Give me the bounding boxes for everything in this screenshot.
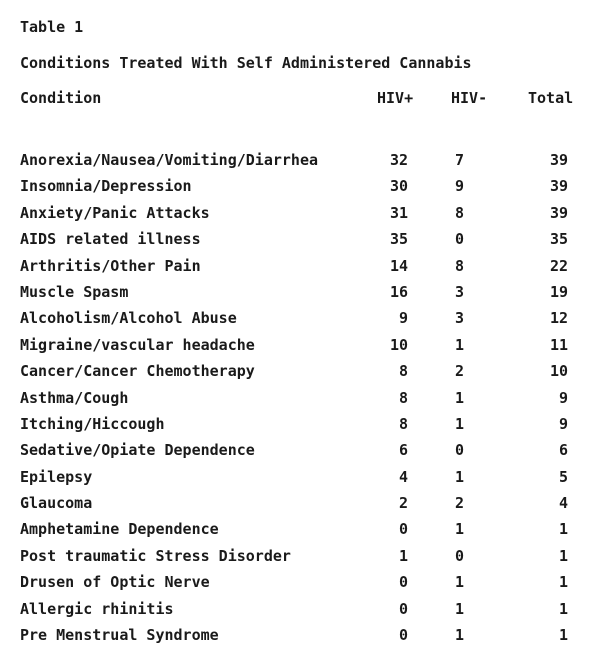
hiv-negative-cell: 1 <box>454 520 464 539</box>
total-cell: 1 <box>558 573 568 592</box>
hiv-positive-cell: 16 <box>389 282 408 301</box>
hiv-positive-cell: 0 <box>398 573 408 592</box>
total-cell: 11 <box>549 335 568 354</box>
table-row <box>0 626 600 652</box>
condition-cell: Drusen of Optic Nerve <box>20 573 210 592</box>
condition-cell: Pre Menstrual Syndrome <box>20 626 219 645</box>
condition-cell: Alcoholism/Alcohol Abuse <box>20 309 237 328</box>
table-row <box>0 441 600 467</box>
hiv-positive-cell: 1 <box>398 546 408 565</box>
table-row <box>0 336 600 362</box>
hiv-positive-cell: 0 <box>398 520 408 539</box>
total-cell: 6 <box>558 441 568 460</box>
hiv-negative-cell: 8 <box>454 256 464 275</box>
total-cell: 12 <box>549 309 568 328</box>
total-cell: 39 <box>549 151 568 169</box>
hiv-negative-cell: 1 <box>454 573 464 592</box>
total-cell: 1 <box>558 546 568 565</box>
hiv-negative-cell: 2 <box>454 494 464 513</box>
hiv-negative-cell: 0 <box>454 230 464 249</box>
header-total: Total <box>528 89 574 107</box>
hiv-positive-cell: 8 <box>398 388 408 407</box>
hiv-positive-cell: 35 <box>389 230 408 249</box>
condition-cell: Muscle Spasm <box>20 282 129 301</box>
total-cell: 10 <box>549 362 568 381</box>
table-row <box>0 362 600 388</box>
hiv-negative-cell: 8 <box>454 203 464 222</box>
table-row <box>0 494 600 520</box>
total-cell: 5 <box>558 467 568 486</box>
hiv-positive-cell: 31 <box>389 203 408 222</box>
total-cell: 1 <box>558 520 568 539</box>
hiv-negative-cell: 1 <box>454 388 464 407</box>
hiv-positive-cell: 14 <box>389 256 408 275</box>
header-hiv-negative: HIV- <box>451 89 488 107</box>
table-body <box>0 151 600 652</box>
table-title: Conditions Treated With Self Administered Cannabis <box>20 54 472 72</box>
condition-cell: Anxiety/Panic Attacks <box>20 203 210 222</box>
condition-cell: Epilepsy <box>20 467 93 486</box>
total-cell: 39 <box>549 177 568 196</box>
table-label: Table 1 <box>20 18 84 36</box>
total-cell: 9 <box>558 414 568 433</box>
total-cell: 19 <box>549 282 568 301</box>
total-cell: 39 <box>549 203 568 222</box>
table-row <box>0 415 600 441</box>
condition-cell: Amphetamine Dependence <box>20 520 219 539</box>
table-row <box>0 468 600 494</box>
hiv-negative-cell: 3 <box>454 282 464 301</box>
table-row <box>0 257 600 283</box>
table-row <box>0 204 600 230</box>
hiv-positive-cell: 10 <box>389 335 408 354</box>
table-row <box>0 600 600 626</box>
table-row <box>0 151 600 177</box>
hiv-positive-cell: 0 <box>398 626 408 645</box>
hiv-positive-cell: 9 <box>398 309 408 328</box>
hiv-negative-cell: 1 <box>454 467 464 486</box>
header-condition: Condition <box>20 89 102 107</box>
table-row <box>0 547 600 573</box>
hiv-negative-cell: 1 <box>454 414 464 433</box>
total-cell: 35 <box>549 230 568 249</box>
condition-cell: Post traumatic Stress Disorder <box>20 546 291 565</box>
table-row <box>0 573 600 599</box>
header-hiv-positive: HIV+ <box>377 89 414 107</box>
hiv-positive-cell: 30 <box>389 177 408 196</box>
table-row <box>0 230 600 256</box>
hiv-positive-cell: 8 <box>398 362 408 381</box>
condition-cell: Arthritis/Other Pain <box>20 256 201 275</box>
hiv-negative-cell: 1 <box>454 599 464 618</box>
condition-cell: Asthma/Cough <box>20 388 129 407</box>
hiv-negative-cell: 0 <box>454 441 464 460</box>
hiv-positive-cell: 0 <box>398 599 408 618</box>
table-row <box>0 309 600 335</box>
table-row <box>0 389 600 415</box>
hiv-positive-cell: 4 <box>398 467 408 486</box>
hiv-positive-cell: 32 <box>389 151 408 169</box>
hiv-positive-cell: 6 <box>398 441 408 460</box>
condition-cell: Cancer/Cancer Chemotherapy <box>20 362 255 381</box>
condition-cell: Anorexia/Nausea/Vomiting/Diarrhea <box>20 151 319 169</box>
hiv-negative-cell: 7 <box>454 151 464 169</box>
hiv-negative-cell: 3 <box>454 309 464 328</box>
total-cell: 22 <box>549 256 568 275</box>
condition-cell: Migraine/vascular headache <box>20 335 255 354</box>
table-row <box>0 177 600 203</box>
condition-cell: Insomnia/Depression <box>20 177 192 196</box>
total-cell: 4 <box>558 494 568 513</box>
hiv-negative-cell: 0 <box>454 546 464 565</box>
hiv-negative-cell: 1 <box>454 626 464 645</box>
condition-cell: Allergic rhinitis <box>20 599 174 618</box>
hiv-positive-cell: 2 <box>398 494 408 513</box>
total-cell: 1 <box>558 626 568 645</box>
hiv-negative-cell: 1 <box>454 335 464 354</box>
hiv-positive-cell: 8 <box>398 414 408 433</box>
hiv-negative-cell: 9 <box>454 177 464 196</box>
condition-cell: AIDS related illness <box>20 230 201 249</box>
table-row <box>0 520 600 546</box>
condition-cell: Sedative/Opiate Dependence <box>20 441 255 460</box>
total-cell: 9 <box>558 388 568 407</box>
condition-cell: Glaucoma <box>20 494 93 513</box>
hiv-negative-cell: 2 <box>454 362 464 381</box>
total-cell: 1 <box>558 599 568 618</box>
condition-cell: Itching/Hiccough <box>20 414 165 433</box>
table-row <box>0 283 600 309</box>
